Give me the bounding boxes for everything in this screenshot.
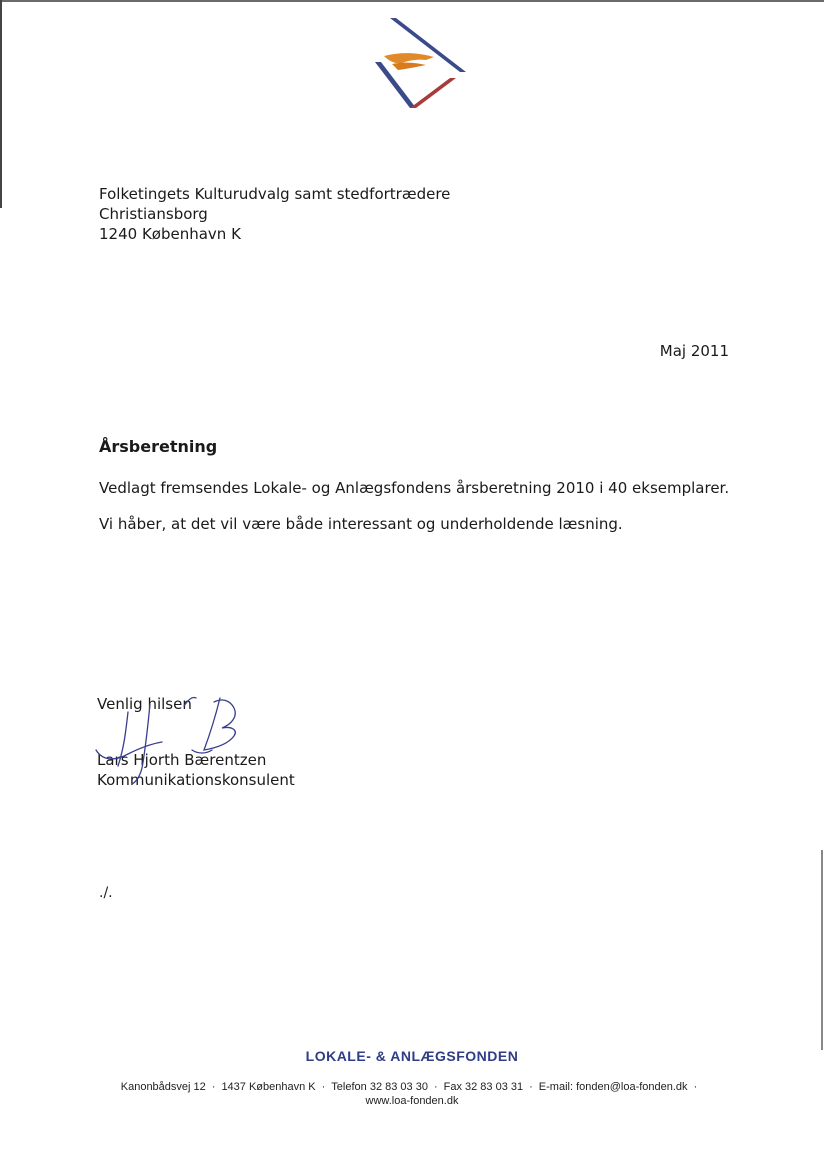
scan-edge-left	[0, 0, 2, 208]
footer-email[interactable]: E-mail: fonden@loa-fonden.dk	[538, 1081, 688, 1093]
footer-separator: ·	[529, 1081, 533, 1093]
footer-separator: ·	[211, 1081, 216, 1093]
footer-contact-line	[0, 1081, 824, 1093]
recipient-line-3: 1240 København K	[99, 225, 241, 243]
body-paragraph-1: Vedlagt fremsendes Lokale- og Anlægsfondens årsberetning 2010 i 40 eksemplarer.	[99, 479, 730, 497]
handwritten-signature	[88, 690, 258, 790]
footer-separator: ·	[433, 1081, 438, 1093]
closing: Venlig hilsen	[97, 695, 192, 713]
enclosure-mark: ./.	[99, 885, 113, 901]
footer-phone: Telefon 32 83 03 30	[331, 1081, 428, 1093]
footer-address: Kanonbådsvej 12	[120, 1081, 206, 1093]
footer-city: 1437 København K	[221, 1081, 316, 1093]
recipient-line-1: Folketingets Kulturudvalg samt stedfortrædere	[99, 185, 451, 203]
foundation-logo-icon	[370, 18, 470, 114]
scan-edge-right	[821, 850, 823, 1050]
recipient-line-2: Christiansborg	[99, 205, 208, 223]
scan-edge-top	[0, 0, 824, 2]
body-paragraph-2: Vi håber, at det vil være både interessant og underholdende læsning.	[99, 515, 623, 533]
footer-separator: ·	[693, 1081, 698, 1093]
recipient-address	[99, 184, 450, 244]
footer-separator: ·	[321, 1081, 326, 1093]
sender-title: Kommunikationskonsulent	[97, 771, 295, 789]
subject-heading: Årsberetning	[99, 437, 218, 456]
letter-date: Maj 2011	[659, 342, 729, 360]
sender-name: Lars Hjorth Bærentzen	[97, 751, 267, 769]
footer-fax: Fax 32 83 03 31	[443, 1081, 524, 1093]
footer-brand: LOKALE- & ANLÆGSFONDEN	[305, 1048, 519, 1064]
footer-website[interactable]: www.loa-fonden.dk	[365, 1095, 459, 1107]
